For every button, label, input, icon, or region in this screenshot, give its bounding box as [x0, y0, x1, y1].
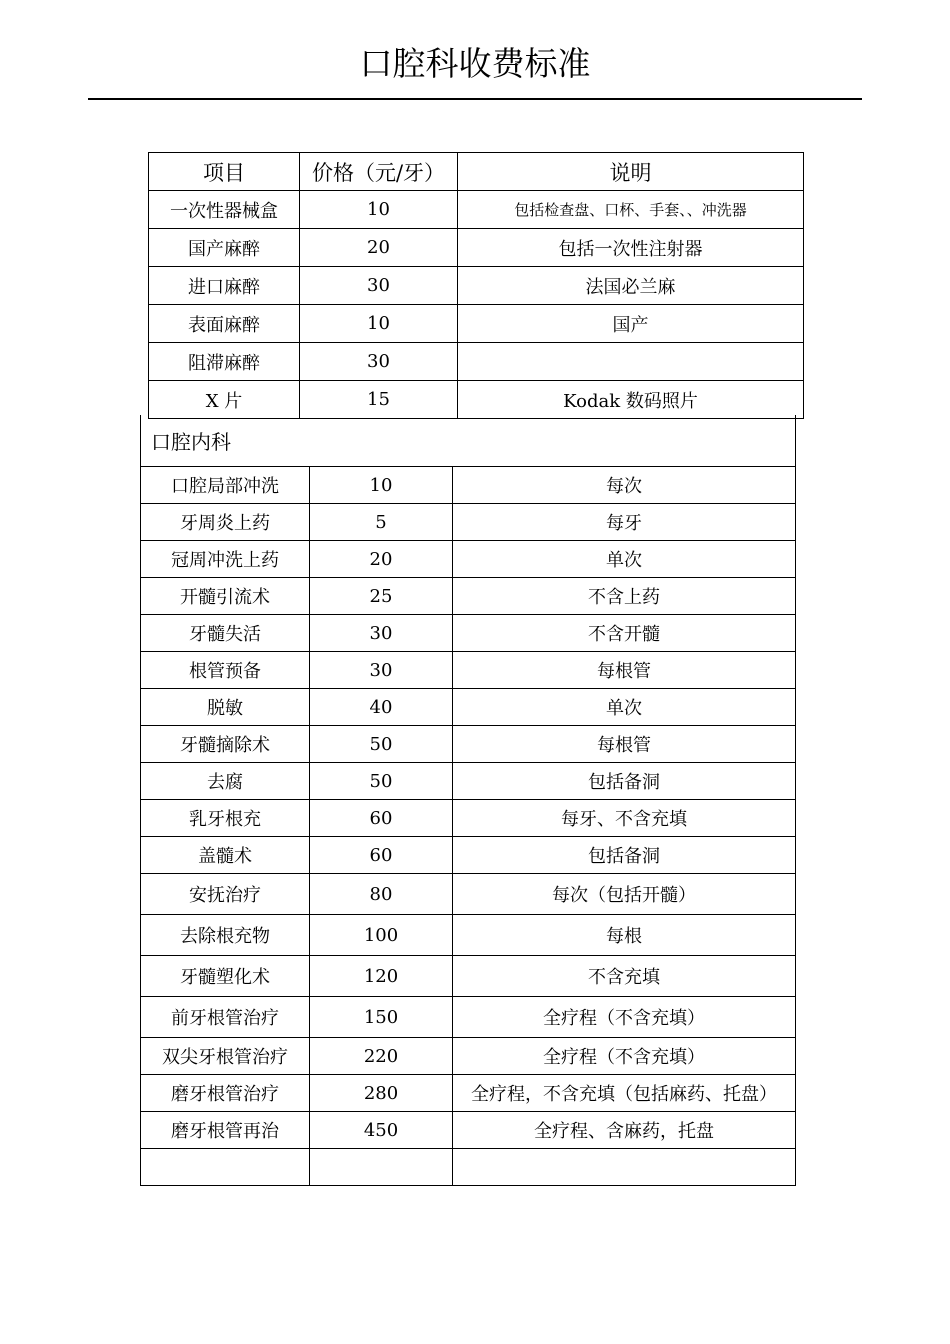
cell-note: 每次 — [453, 467, 796, 504]
cell-item: 磨牙根管再治 — [141, 1112, 310, 1149]
cell-note: Kodak 数码照片 — [458, 381, 804, 419]
cell-note: 国产 — [458, 305, 804, 343]
cell-note: 包括一次性注射器 — [458, 229, 804, 267]
cell-note: 全疗程（不含充填） — [453, 997, 796, 1038]
cell-note: 每根 — [453, 915, 796, 956]
cell-price: 60 — [310, 800, 453, 837]
cell-price: 450 — [310, 1112, 453, 1149]
cell-item: 前牙根管治疗 — [141, 997, 310, 1038]
cell-price: 10 — [300, 191, 458, 229]
table-row — [141, 837, 796, 874]
cell-price — [310, 1149, 453, 1186]
cell-item: 表面麻醉 — [149, 305, 300, 343]
cell-note: 法国必兰麻 — [458, 267, 804, 305]
cell-item: 去除根充物 — [141, 915, 310, 956]
header-note: 说明 — [458, 153, 804, 191]
cell-price: 100 — [310, 915, 453, 956]
table-header-row — [149, 153, 804, 191]
cell-item: 乳牙根充 — [141, 800, 310, 837]
cell-item: 进口麻醉 — [149, 267, 300, 305]
cell-note: 每牙、不含充填 — [453, 800, 796, 837]
cell-price: 50 — [310, 763, 453, 800]
cell-note: 每根管 — [453, 652, 796, 689]
cell-price: 220 — [310, 1038, 453, 1075]
cell-price: 10 — [310, 467, 453, 504]
table-row — [141, 1149, 796, 1186]
table-row — [141, 874, 796, 915]
cell-item: 去腐 — [141, 763, 310, 800]
cell-price: 280 — [310, 1075, 453, 1112]
cell-item: 根管预备 — [141, 652, 310, 689]
header-price: 价格（元/牙） — [300, 153, 458, 191]
cell-price: 40 — [310, 689, 453, 726]
cell-price: 60 — [310, 837, 453, 874]
cell-price: 20 — [310, 541, 453, 578]
cell-item — [141, 1149, 310, 1186]
table-row — [149, 229, 804, 267]
cell-item: 双尖牙根管治疗 — [141, 1038, 310, 1075]
cell-price: 80 — [310, 874, 453, 915]
table-row — [141, 541, 796, 578]
cell-price: 30 — [300, 343, 458, 381]
cell-note — [458, 343, 804, 381]
cell-item: X 片 — [149, 381, 300, 419]
cell-note: 单次 — [453, 541, 796, 578]
cell-note: 每牙 — [453, 504, 796, 541]
cell-item: 一次性器械盒 — [149, 191, 300, 229]
cell-item: 牙周炎上药 — [141, 504, 310, 541]
cell-item: 脱敏 — [141, 689, 310, 726]
table-row — [149, 381, 804, 419]
cell-note: 单次 — [453, 689, 796, 726]
cell-note: 每次（包括开髓） — [453, 874, 796, 915]
section-title: 口腔内科 — [141, 415, 796, 467]
general-fee-table — [148, 152, 804, 419]
cell-note: 不含充填 — [453, 956, 796, 997]
cell-note: 全疗程（不含充填） — [453, 1038, 796, 1075]
table-row — [149, 305, 804, 343]
table-row — [141, 504, 796, 541]
cell-note: 每根管 — [453, 726, 796, 763]
cell-price: 30 — [300, 267, 458, 305]
table-row — [141, 956, 796, 997]
table-row — [141, 578, 796, 615]
cell-item: 口腔局部冲洗 — [141, 467, 310, 504]
cell-item: 牙髓摘除术 — [141, 726, 310, 763]
cell-item: 开髓引流术 — [141, 578, 310, 615]
cell-item: 冠周冲洗上药 — [141, 541, 310, 578]
table-row — [141, 1075, 796, 1112]
cell-note: 不含开髓 — [453, 615, 796, 652]
cell-price: 25 — [310, 578, 453, 615]
cell-item: 牙髓失活 — [141, 615, 310, 652]
table-row — [141, 689, 796, 726]
table-row — [141, 915, 796, 956]
table-row — [149, 343, 804, 381]
cell-item: 国产麻醉 — [149, 229, 300, 267]
table-row — [141, 1112, 796, 1149]
cell-price: 30 — [310, 652, 453, 689]
table-row — [141, 1038, 796, 1075]
cell-note: 包括备洞 — [453, 763, 796, 800]
cell-note: 不含上药 — [453, 578, 796, 615]
cell-price: 150 — [310, 997, 453, 1038]
table-row — [141, 997, 796, 1038]
table-row — [141, 467, 796, 504]
cell-note: 包括检查盘、口杯、手套、、冲洗器 — [458, 191, 804, 229]
table-row — [141, 726, 796, 763]
cell-note: 包括备洞 — [453, 837, 796, 874]
cell-note: 全疗程、含麻药，托盘 — [453, 1112, 796, 1149]
cell-note: 全疗程，不含充填（包括麻药、托盘） — [453, 1075, 796, 1112]
cell-item: 磨牙根管治疗 — [141, 1075, 310, 1112]
table-row — [141, 652, 796, 689]
cell-item: 盖髓术 — [141, 837, 310, 874]
cell-item: 阻滞麻醉 — [149, 343, 300, 381]
cell-price: 50 — [310, 726, 453, 763]
cell-item: 牙髓塑化术 — [141, 956, 310, 997]
table-row — [141, 615, 796, 652]
table-row — [149, 191, 804, 229]
cell-price: 5 — [310, 504, 453, 541]
title-underline — [88, 98, 862, 100]
internal-medicine-fee-table — [140, 415, 796, 1186]
table-row — [141, 800, 796, 837]
cell-price: 15 — [300, 381, 458, 419]
cell-note — [453, 1149, 796, 1186]
cell-price: 120 — [310, 956, 453, 997]
cell-price: 20 — [300, 229, 458, 267]
page-title: 口腔科收费标准 — [359, 44, 591, 83]
header-item: 项目 — [149, 153, 300, 191]
cell-item: 安抚治疗 — [141, 874, 310, 915]
cell-price: 30 — [310, 615, 453, 652]
cell-price: 10 — [300, 305, 458, 343]
table-row — [149, 267, 804, 305]
section-header-row — [141, 415, 796, 467]
table-row — [141, 763, 796, 800]
